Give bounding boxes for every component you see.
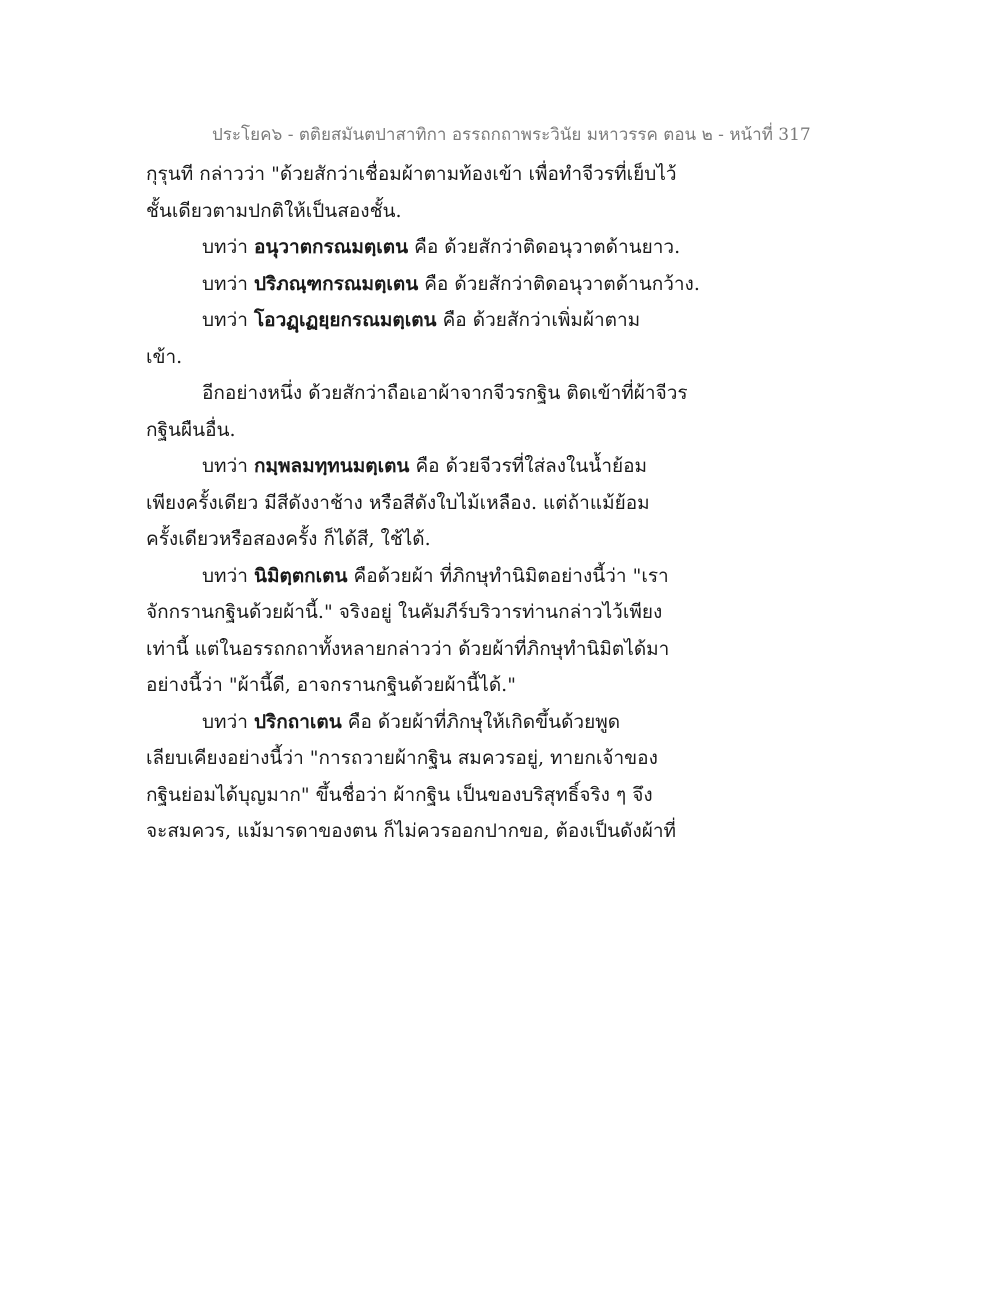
text-fragment: บทว่า [202,309,254,331]
text-line: อีกอย่างหนึ่ง ด้วยสักว่าถือเอาผ้าจากจีวรกฐิน ติดเข้าที่ผ้าจีวร [202,382,688,404]
text-line: ชั้นเดียวตามปกติให้เป็นสองชั้น. [146,199,402,222]
text-fragment: บทว่า [202,455,254,477]
text-fragment: คือ ด้วยสักว่าติดอนุวาตด้านยาว. [408,236,681,258]
paragraph-parikatha [146,704,706,741]
text-fragment: บทว่า [202,710,254,733]
text-line: จะสมควร, แม้มารดาของตน ก็ไม่ควรออกปากขอ, ต้องเป็นดังผ้าที่ [146,820,677,842]
text-line: เข้า. [146,345,183,368]
paragraph-paribhanda [146,266,706,303]
text-line: ครั้งเดียวหรือสองครั้ง ก็ได้สี, ใช้ได้. [146,528,431,550]
pali-term: กมฺพลมทฺทนมตฺเตน [253,455,410,477]
text-line: กฐินผืนอื่น. [146,418,236,441]
text-line: จักกรานกฐินด้วยผ้านี้." จริงอยู่ ในคัมภีร์บริวารท่านกล่าวไว้เพียง [146,601,663,623]
pali-term: ปริกถาเตน [253,710,342,733]
text-fragment: บทว่า [202,564,254,587]
text-line: เลียบเคียงอย่างนี้ว่า "การถวายผ้ากฐิน สมควรอยู่, ทายกเจ้าของ [146,747,658,769]
paragraph-nimitta [146,558,706,595]
text-line: เท่านี้ แต่ในอรรถกถาทั้งหลายกล่าวว่า ด้วยผ้าที่ภิกษุทำนิมิตได้มา [146,637,670,660]
text-line: อย่างนี้ว่า "ผ้านี้ดี, อาจกรานกฐินด้วยผ้านี้ได้." [146,674,516,696]
text-fragment: คือ ด้วยจีวรที่ใส่ลงในน้ำย้อม [409,455,648,477]
text-line: กฐินย่อมได้บุญมาก" ขึ้นชื่อว่า ผ้ากฐิน เป็นของบริสุทธิ์จริง ๆ จึง [146,783,653,806]
pali-term: โอวฏฺเฏยฺยกรณมตฺเตน [253,309,437,331]
paragraph-ovattheyya [146,302,706,339]
text-fragment: คือ ด้วยผ้าที่ภิกษุให้เกิดขึ้นด้วยพูด [341,710,621,733]
text-fragment: คือด้วยผ้า ที่ภิกษุทำนิมิตอย่างนี้ว่า "เรา [347,564,669,587]
pali-term: นิมิตฺตกเตน [253,564,348,587]
text-fragment: บทว่า [202,272,254,295]
text-fragment: คือ ด้วยสักว่าเพิ่มผ้าตาม [436,309,641,331]
text-line: เพียงครั้งเดียว มีสีดังงาช้าง หรือสีดังใบไม้เหลือง. แต่ถ้าแม้ย้อม [146,491,650,514]
paragraph-kambala [146,448,706,485]
text-line: กุรุนที กล่าวว่า "ด้วยสักว่าเชื่อมผ้าตามท้องเข้า เพื่อทำจีวรที่เย็บไว้ [146,163,677,185]
paragraph-anuvata [146,229,706,266]
text-fragment: คือ ด้วยสักว่าติดอนุวาตด้านกว้าง. [418,272,700,295]
running-header: ประโยค๖ - ตติยสมันตปาสาทิกา อรรถกถาพระวินัย มหาวรรค ตอน ๒ - หน้าที่ 317 [212,125,811,145]
body-text [146,156,706,850]
text-fragment: บทว่า [202,236,254,258]
pali-term: ปริภณฺฑกรณมตฺเตน [253,272,419,295]
pali-term: อนุวาตกรณมตฺเตน [253,236,409,258]
